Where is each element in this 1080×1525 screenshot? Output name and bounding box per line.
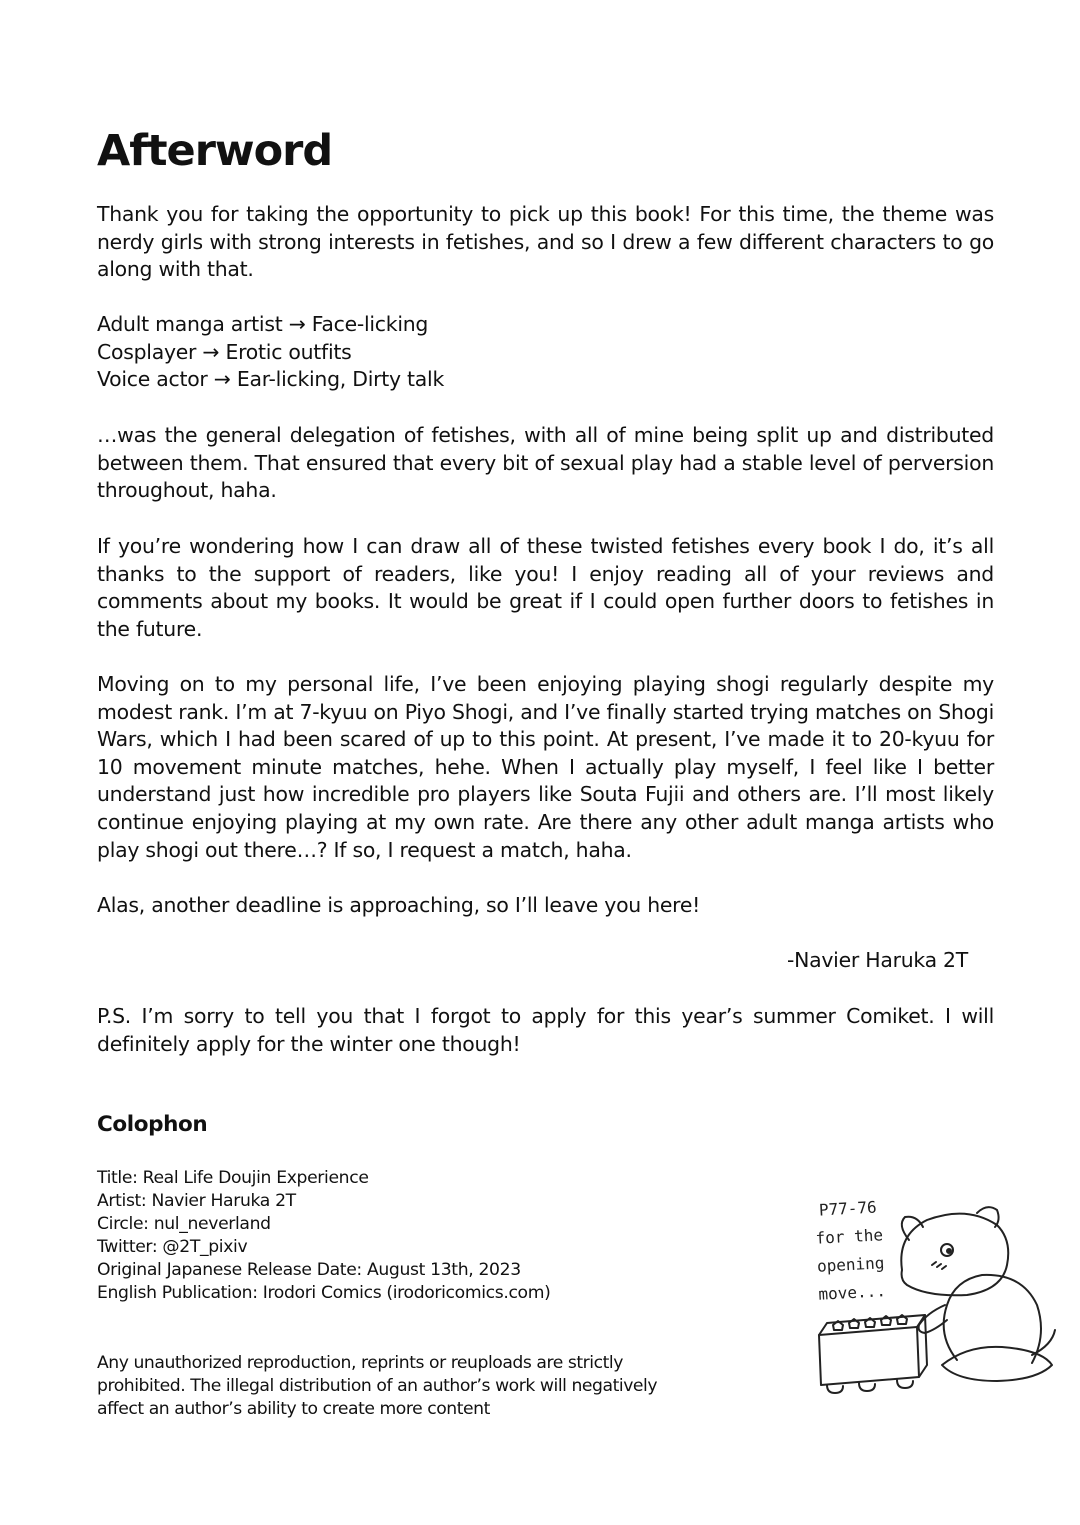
delegation-paragraph: …was the general delegation of fetishes, with all of mine being split up and distributed between them. That ensured that every bit of sexual play had a stable level of perversion throughout, haha. xyxy=(97,423,994,503)
fetish-list-item: Cosplayer → Erotic outfits xyxy=(97,339,352,364)
colophon-title-line: Title: Real Life Doujin Experience xyxy=(97,1168,369,1188)
copyright-notice: Any unauthorized reproduction, reprints or reuploads are strictly prohibited. The illegal distribution of an author’s work will negatively affect an author’s ability to create more content xyxy=(97,1353,658,1420)
intro-paragraph: Thank you for taking the opportunity to pick up this book! For this time, the theme was nerdy girls with strong interests in fetishes, and so I drew a few different characters to go along with that. xyxy=(97,202,994,282)
fetish-list xyxy=(97,311,994,394)
signature: -Navier Haruka 2T xyxy=(787,948,968,972)
shogi-illustration xyxy=(797,1195,1067,1405)
colophon-details xyxy=(97,1167,550,1306)
afterword-title: Afterword xyxy=(97,126,333,176)
fetish-list-item: Adult manga artist → Face-licking xyxy=(97,312,429,336)
caption-line: P77-76 xyxy=(818,1197,878,1220)
colophon-twitter-line: Twitter: @2T_pixiv xyxy=(97,1237,248,1258)
caption-line: move... xyxy=(818,1281,887,1304)
fetish-list-item: Voice actor → Ear-licking, Dirty talk xyxy=(97,367,445,392)
colophon-publication-line: English Publication: Irodori Comics (irodoricomics.com) xyxy=(97,1283,551,1304)
caption-line: for the xyxy=(815,1225,884,1248)
colophon-heading: Colophon xyxy=(97,1112,208,1137)
ps-paragraph: P.S. I’m sorry to tell you that I forgot to apply for this year’s summer Comiket. I will definitely apply for the winter one though! xyxy=(97,1004,994,1056)
closing-paragraph: Alas, another deadline is approaching, so I’ll leave you here! xyxy=(97,893,701,917)
illustration-caption xyxy=(802,1193,898,1310)
caption-line: opening xyxy=(816,1253,885,1276)
readers-paragraph: If you’re wondering how I can draw all of these twisted fetishes every book I do, it’s all thanks to the support of readers, like you! I enjoy reading all of your reviews and comments about my books. It would be great if I could open further doors to fetishes in the future. xyxy=(97,534,994,641)
colophon-circle-line: Circle: nul_neverland xyxy=(97,1214,271,1235)
colophon-artist-line: Artist: Navier Haruka 2T xyxy=(97,1191,296,1212)
shogi-paragraph: Moving on to my personal life, I’ve been enjoying playing shogi regularly despite my modest rank. I’m at 7-kyuu on Piyo Shogi, and I’ve finally started trying matches on Shogi Wars, which I had been scared of up to this point. At present, I’ve made it to 20-kyuu for 10 movement minute matches, hehe. When I actually play myself, I feel like I better understand just how incredible pro players like Souta Fujii and others are. I’ll most likely continue enjoying playing at my own rate. Are there any other adult manga artists who play shogi out there…? If so, I request a match, haha. xyxy=(97,672,994,862)
colophon-release-date-line: Original Japanese Release Date: August 13th, 2023 xyxy=(97,1260,521,1281)
afterword-page xyxy=(97,0,994,1525)
